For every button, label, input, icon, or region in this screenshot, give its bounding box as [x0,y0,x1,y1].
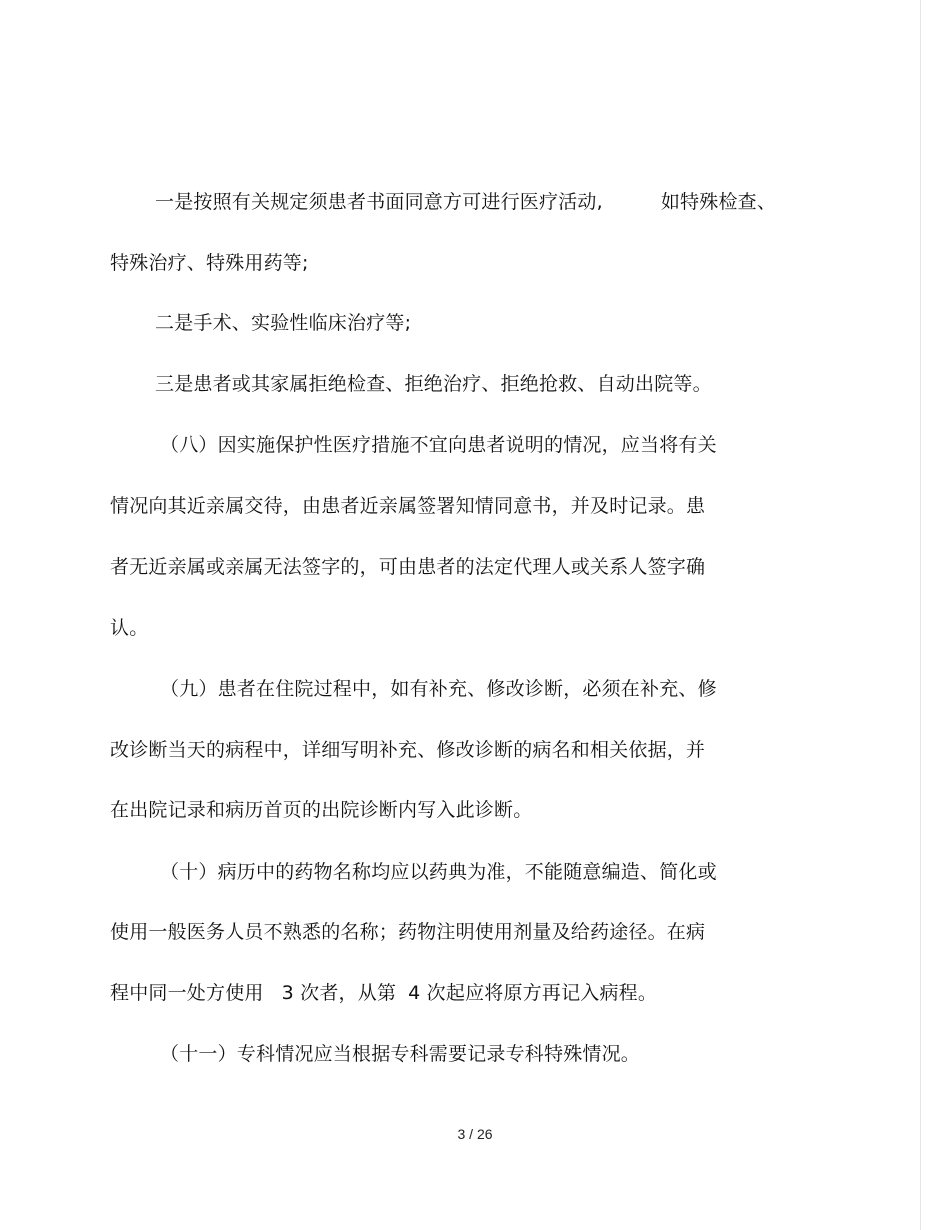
paragraph-heading-line: （十一）专科情况应当根据专科需要记录专科特殊情况。 [160,1043,641,1065]
text-line: 在出院记录和病历首页的出院诊断内写入此诊断。 [110,799,533,821]
text-segment: 4 次起应将原方再记入病程。 [408,982,658,1004]
text-segment: 一是按照有关规定须患者书面同意方可进行医疗活动, [155,191,603,213]
text-line: 特殊治疗、特殊用药等; [110,252,309,274]
page-number: 3 / 26 [457,1126,493,1142]
text-line: 改诊断当天的病程中，详细写明补充、修改诊断的病名和相关依据，并 [110,739,706,761]
text-line: 认。 [110,617,149,639]
viewer-margin [921,0,950,1230]
text-line: 者无近亲属或亲属无法签字的，可由患者的法定代理人或关系人签字确 [110,556,706,578]
text-line [155,190,776,214]
text-line: 三是患者或其家属拒绝检查、拒绝治疗、拒绝抢救、自动出院等。 [155,373,712,395]
paragraph-heading-line: （八）因实施保护性医疗措施不宜向患者说明的情况，应当将有关 [160,434,717,456]
text-segment: 3 次者，从第 [281,982,397,1004]
text-segment: 如特殊检查、 [660,191,777,213]
text-line: 使用一般医务人员不熟悉的名称；药物注明使用剂量及给药途径。在病 [110,921,706,943]
text-line [110,981,657,1005]
text-line: 情况向其近亲属交待，由患者近亲属签署知情同意书，并及时记录。患 [110,495,706,517]
text-line: 二是手术、实验性临床治疗等; [155,312,412,334]
paragraph-heading-line: （九）患者在住院过程中，如有补充、修改诊断，必须在补充、修 [160,678,717,700]
paragraph-heading-line: （十）病历中的药物名称均应以药典为准，不能随意编造、简化或 [160,861,717,883]
text-segment: 程中同一处方使用 [110,982,264,1004]
